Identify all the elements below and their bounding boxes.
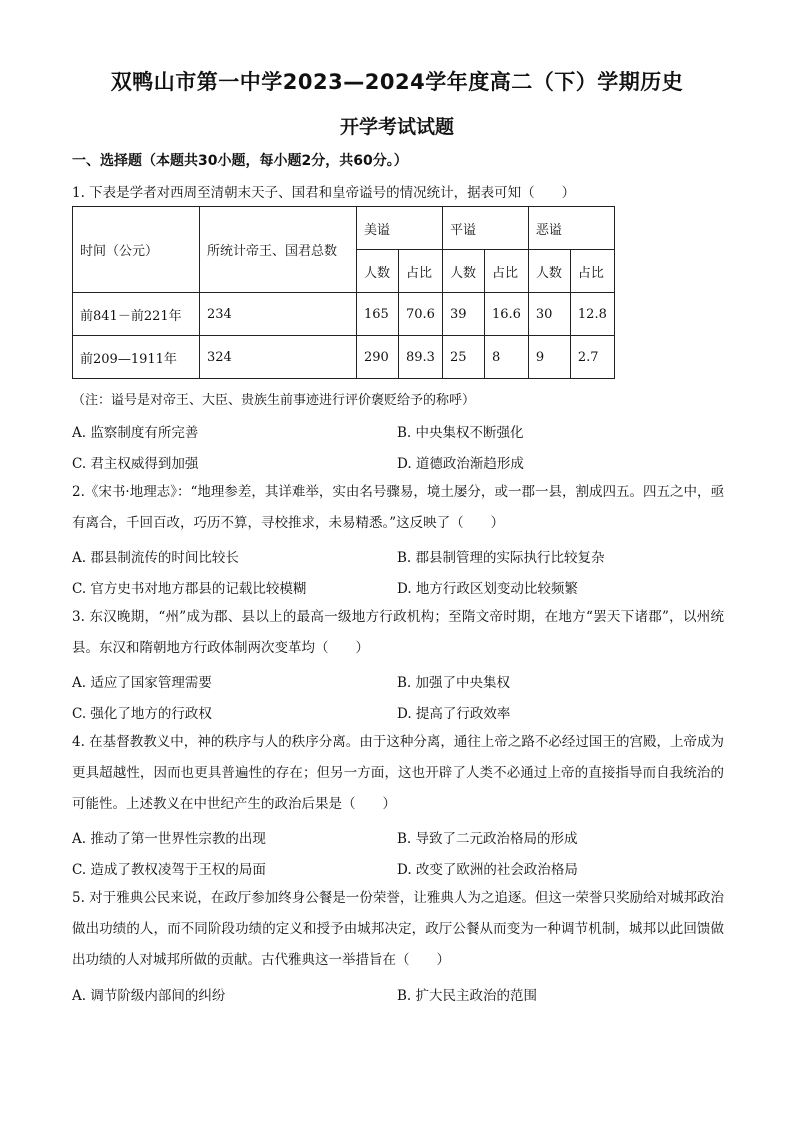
cell-e-ratio: 2.7 <box>570 336 614 379</box>
table-subheader-ratio: 占比 <box>399 250 443 293</box>
q1-option-a[interactable]: A. 监察制度有所完善 <box>72 425 199 441</box>
q1-option-d[interactable]: D. 道德政治渐趋形成 <box>397 456 524 472</box>
q2-option-b[interactable]: B. 郡县制管理的实际执行比较复杂 <box>397 550 605 566</box>
cell-ping-count: 39 <box>442 293 484 336</box>
q5-option-b[interactable]: B. 扩大民主政治的范围 <box>397 988 538 1004</box>
cell-ping-count: 25 <box>442 336 484 379</box>
q3-option-c[interactable]: C. 强化了地方的行政权 <box>72 706 212 722</box>
table-header-e: 恶谥 <box>528 207 614 250</box>
cell-e-ratio: 12.8 <box>570 293 614 336</box>
table-note: （注：谥号是对帝王、大臣、贵族生前事迹进行评价褒贬给予的称呼） <box>72 393 476 408</box>
q2-option-c[interactable]: C. 官方史书对地方郡县的记载比较模糊 <box>72 581 307 597</box>
table-header-time: 时间（公元） <box>73 207 200 293</box>
cell-mei-ratio: 89.3 <box>399 336 443 379</box>
cell-period: 前841－前221年 <box>73 293 200 336</box>
cell-total: 324 <box>200 336 357 379</box>
section-heading: 一、选择题（本题共30小题，每小题2分，共60分。） <box>72 153 408 169</box>
cell-e-count: 9 <box>528 336 570 379</box>
cell-total: 234 <box>200 293 357 336</box>
q2-option-a[interactable]: A. 郡县制流传的时间比较长 <box>72 550 239 566</box>
cell-e-count: 30 <box>528 293 570 336</box>
q3-option-a[interactable]: A. 适应了国家管理需要 <box>72 675 212 691</box>
question-5-stem: 5. 对于雅典公民来说，在政厅参加终身公餐是一份荣誉，让雅典人为之追逐。但这一荣誉只奖励给对城邦政治做出功绩的人，而不同阶段功绩的定义和授予由城邦决定，政厅公餐从而变为一种调节机制，城邦以此回馈做出功绩的人对城邦所做的贡献。古代雅典这一举措旨在（ ） <box>72 890 724 968</box>
q5-option-a[interactable]: A. 调节阶级内部间的纠纷 <box>72 988 226 1004</box>
q4-option-b[interactable]: B. 导致了二元政治格局的形成 <box>397 831 578 847</box>
question-4-stem: 4. 在基督教教义中，神的秩序与人的秩序分离。由于这种分离，通往上帝之路不必经过国王的宫殿，上帝成为更具超越性，因而也更具普遍性的存在；但另一方面，这也开辟了人类不必通过上帝的直接指导而自我统治的可能性。上述教义在中世纪产生的政治后果是（ ） <box>72 734 724 812</box>
q4-option-d[interactable]: D. 改变了欧洲的社会政治格局 <box>397 862 578 878</box>
q1-option-c[interactable]: C. 君主权威得到加强 <box>72 456 199 472</box>
question-3-stem: 3. 东汉晚期，“州”成为郡、县以上的最高一级地方行政机构；至隋文帝时期，在地方“罢天下诸郡”，以州统县。东汉和隋朝地方行政体制两次变革均（ ） <box>72 609 724 656</box>
cell-period: 前209—1911年 <box>73 336 200 379</box>
q3-option-d[interactable]: D. 提高了行政效率 <box>397 706 511 722</box>
posthumous-title-table <box>72 206 615 379</box>
q4-option-a[interactable]: A. 推动了第一世界性宗教的出现 <box>72 831 266 847</box>
exam-subtitle: 开学考试试题 <box>339 116 454 138</box>
q1-option-b[interactable]: B. 中央集权不断强化 <box>397 425 524 441</box>
cell-mei-count: 290 <box>357 336 399 379</box>
q4-option-c[interactable]: C. 造成了教权凌驾于王权的局面 <box>72 862 266 878</box>
table-header-mei: 美谥 <box>357 207 443 250</box>
q2-option-d[interactable]: D. 地方行政区划变动比较频繁 <box>397 581 578 597</box>
table-header-ping: 平谥 <box>442 207 528 250</box>
table-row <box>73 293 615 336</box>
question-2-stem: 2.《宋书·地理志》：“地理参差，其详难举，实由名号骤易，境土屡分，或一郡一县，割成四五。四五之中，亟有离合，千回百改，巧历不算，寻校推求，未易精悉。”这反映了（ ） <box>72 484 724 531</box>
table-row <box>73 336 615 379</box>
table-subheader-count: 人数 <box>442 250 484 293</box>
cell-ping-ratio: 16.6 <box>484 293 528 336</box>
cell-ping-ratio: 8 <box>484 336 528 379</box>
table-subheader-count: 人数 <box>357 250 399 293</box>
cell-mei-count: 165 <box>357 293 399 336</box>
table-subheader-count: 人数 <box>528 250 570 293</box>
exam-title: 双鸭山市第一中学2023—2024学年度高二（下）学期历史 <box>110 70 684 94</box>
question-1-stem: 1. 下表是学者对西周至清朝末天子、国君和皇帝谥号的情况统计，据表可知（ ） <box>72 185 576 201</box>
table-subheader-ratio: 占比 <box>570 250 614 293</box>
q3-option-b[interactable]: B. 加强了中央集权 <box>397 675 511 691</box>
table-subheader-ratio: 占比 <box>484 250 528 293</box>
cell-mei-ratio: 70.6 <box>399 293 443 336</box>
table-header-total: 所统计帝王、国君总数 <box>200 207 357 293</box>
